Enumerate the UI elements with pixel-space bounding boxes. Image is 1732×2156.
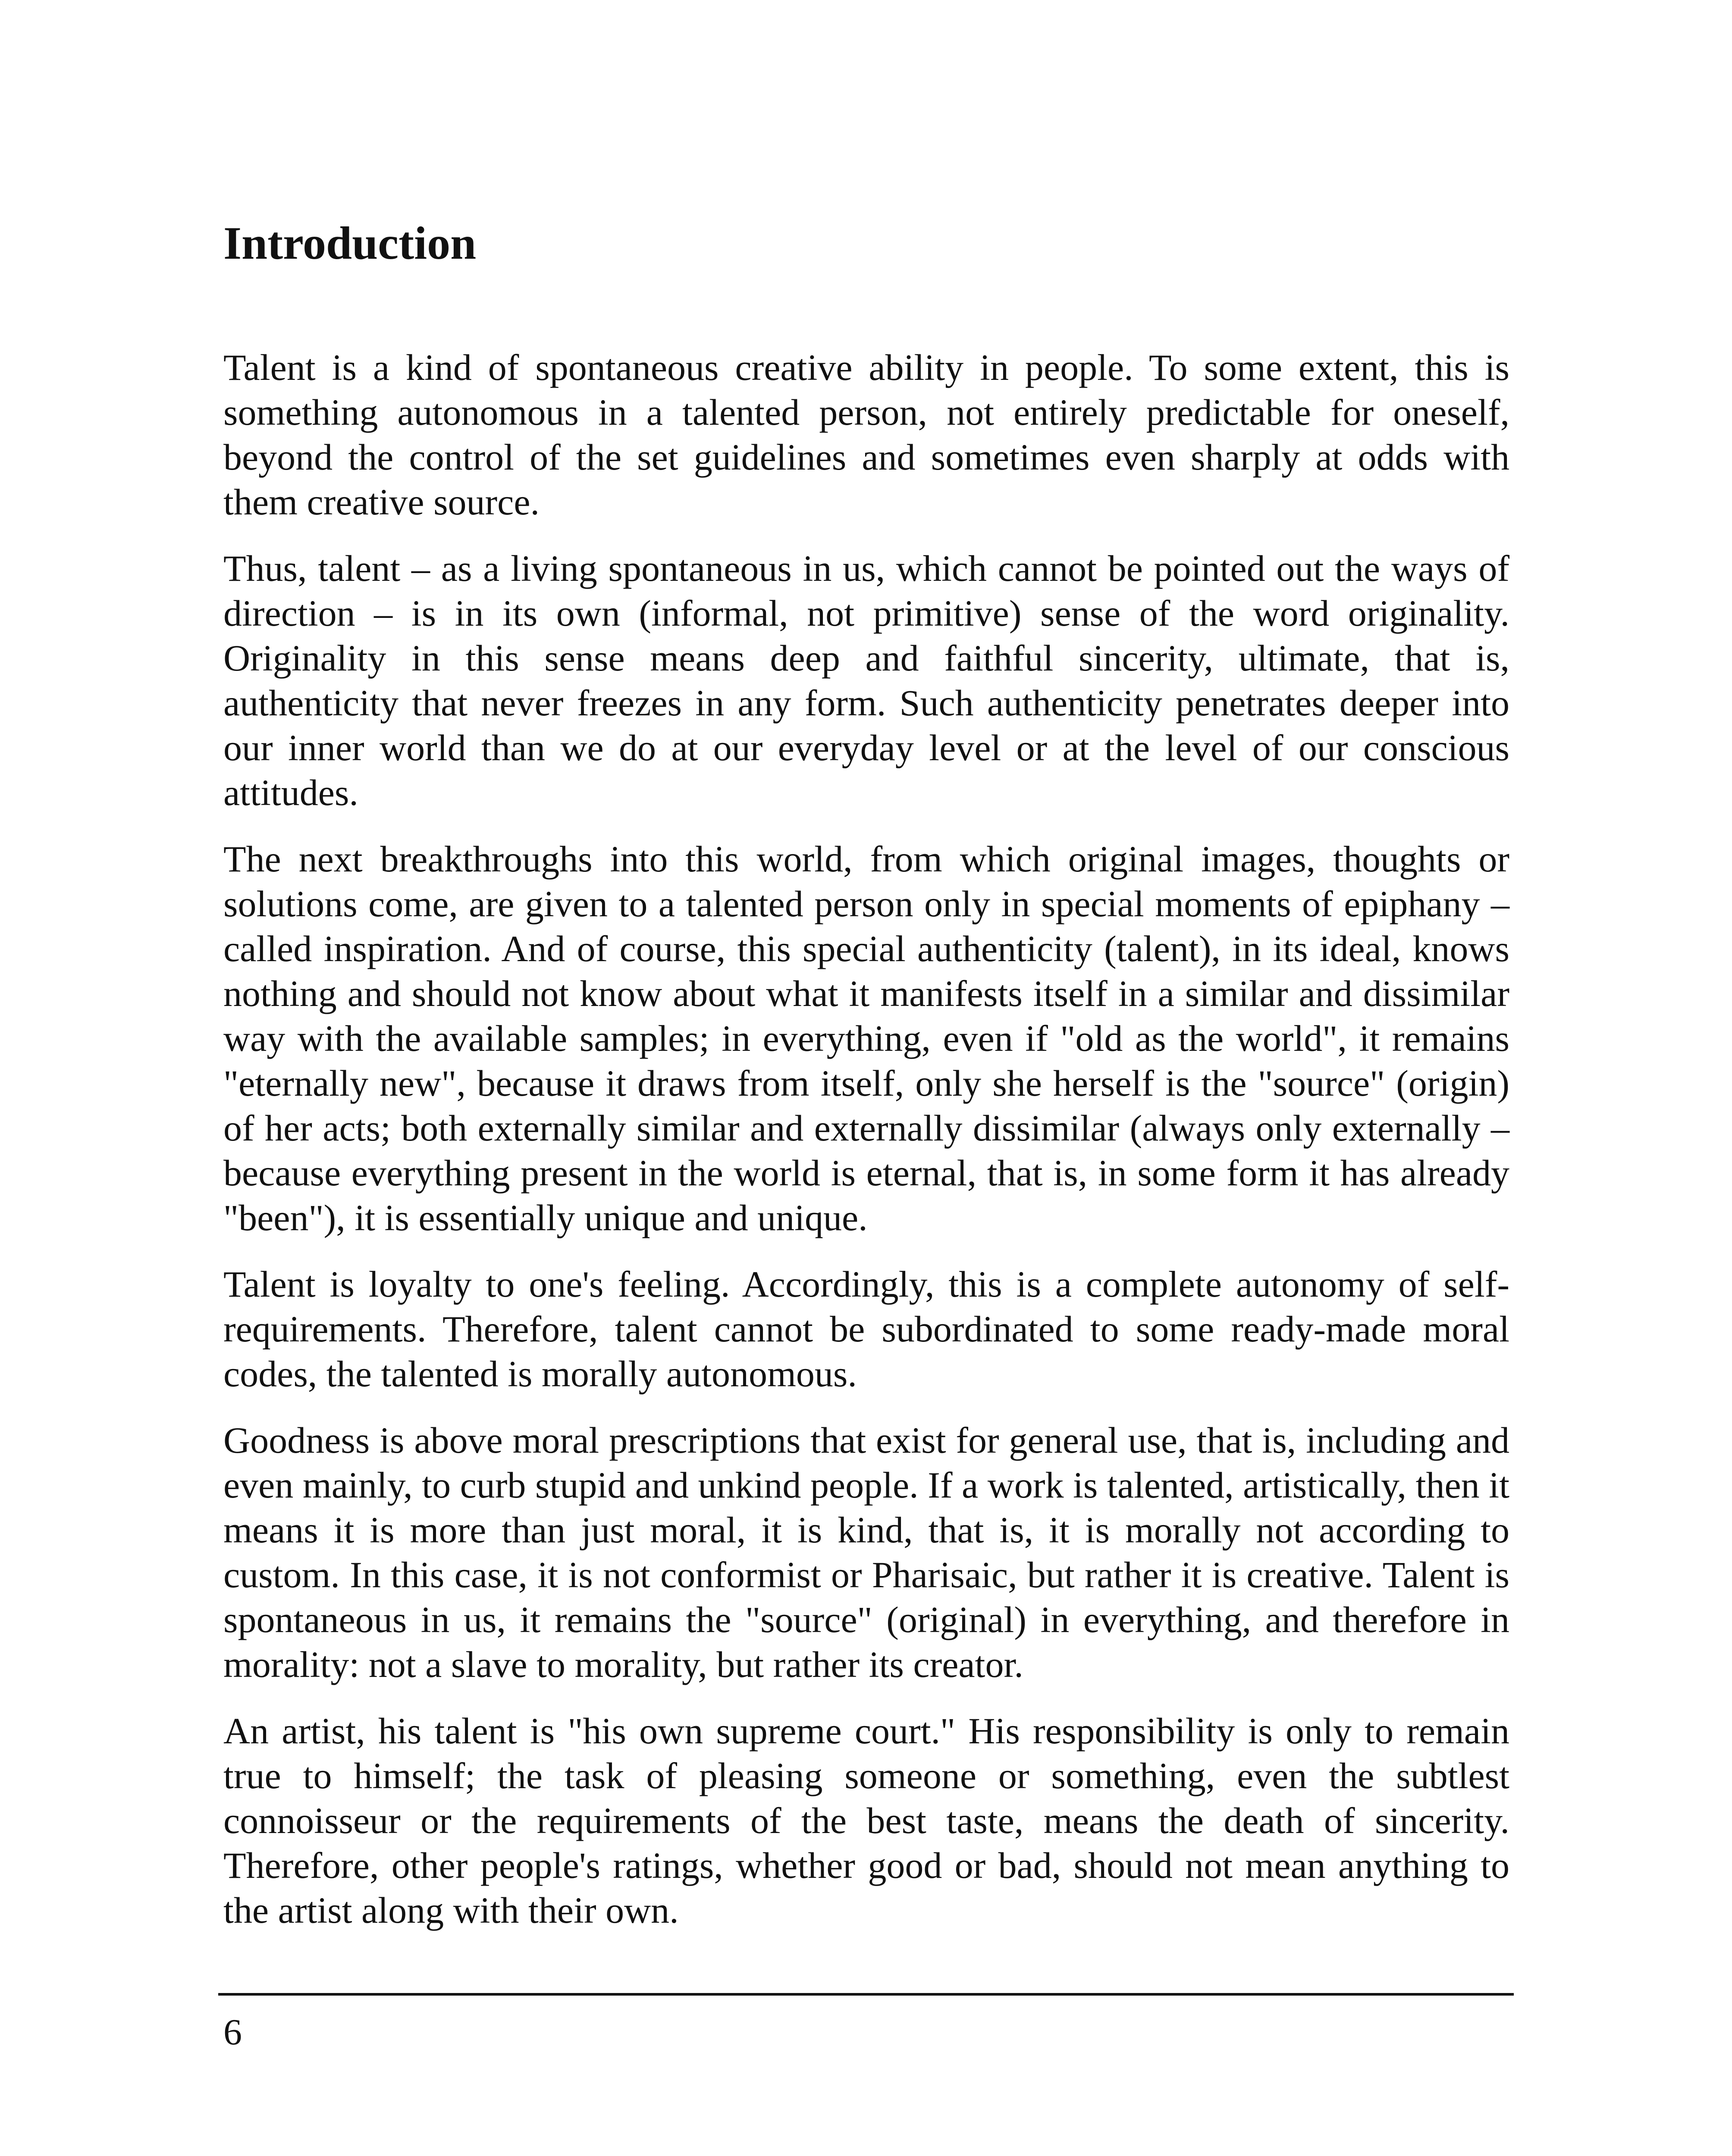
paragraph-3: The next breakthroughs into this world, from which original images, thoughts or solutions come, are given to a talented person only in special moments of epiphany – called inspiration. And of course, this special authenticity (talent), in its ideal, knows nothing and should not know about what it manifests itself in a similar and dissimilar way with the available samples; in everything, even if "old as the world", it remains "eternally new", because it draws from itself, only she herself is the "source" (origin) of her acts; both externally similar and externally dissimilar (always only externally – because everything present in the world is eternal, that is, in some form it has already "been"), it is essentially unique and unique. bbox=[223, 838, 1509, 1238]
paragraph-4: Talent is loyalty to one's feeling. Accordingly, this is a complete autonomy of self-requirements. Therefore, talent cannot be subordinated to some ready-made moral codes, the talented is morally autonomous. bbox=[223, 1263, 1509, 1395]
body-text bbox=[223, 345, 1509, 1933]
paragraph-1: Talent is a kind of spontaneous creative ability in people. To some extent, this is something autonomous in a talented person, not entirely predictable for oneself, beyond the control of the set guidelines and sometimes even sharply at odds with them creative source. bbox=[223, 346, 1509, 523]
paragraph-2: Thus, talent – as a living spontaneous in us, which cannot be pointed out the ways of direction – is in its own (informal, not primitive) sense of the word originality. Originality in this sense means deep and faithful sincerity, ultimate, that is, authenticity that never freezes in any form. Such authenticity penetrates deeper into our inner world than we do at our everyday level or at the level of our conscious attitudes. bbox=[223, 547, 1509, 813]
paragraph-5: Goodness is above moral prescriptions that exist for general use, that is, including and even mainly, to curb stupid and unkind people. If a work is talented, artistically, then it means it is more than just moral, it is kind, that is, it is morally not according to custom. In this case, it is not conformist or Pharisaic, but rather it is creative. Talent is spontaneous in us, it remains the "source" (original) in everything, and therefore in morality: not a slave to morality, but rather its creator. bbox=[223, 1419, 1509, 1685]
page-content bbox=[223, 216, 1509, 1954]
paragraph-6: An artist, his talent is "his own supreme court." His responsibility is only to remain true to himself; the task of pleasing someone or something, even the subtlest connoisseur or the requirements of the best taste, means the death of sincerity. Therefore, other people's ratings, whether good or bad, should not mean anything to the artist along with their own. bbox=[223, 1710, 1509, 1931]
page-heading: Introduction bbox=[223, 218, 477, 269]
footer-divider bbox=[218, 1993, 1514, 1996]
page-number: 6 bbox=[223, 2011, 242, 2053]
